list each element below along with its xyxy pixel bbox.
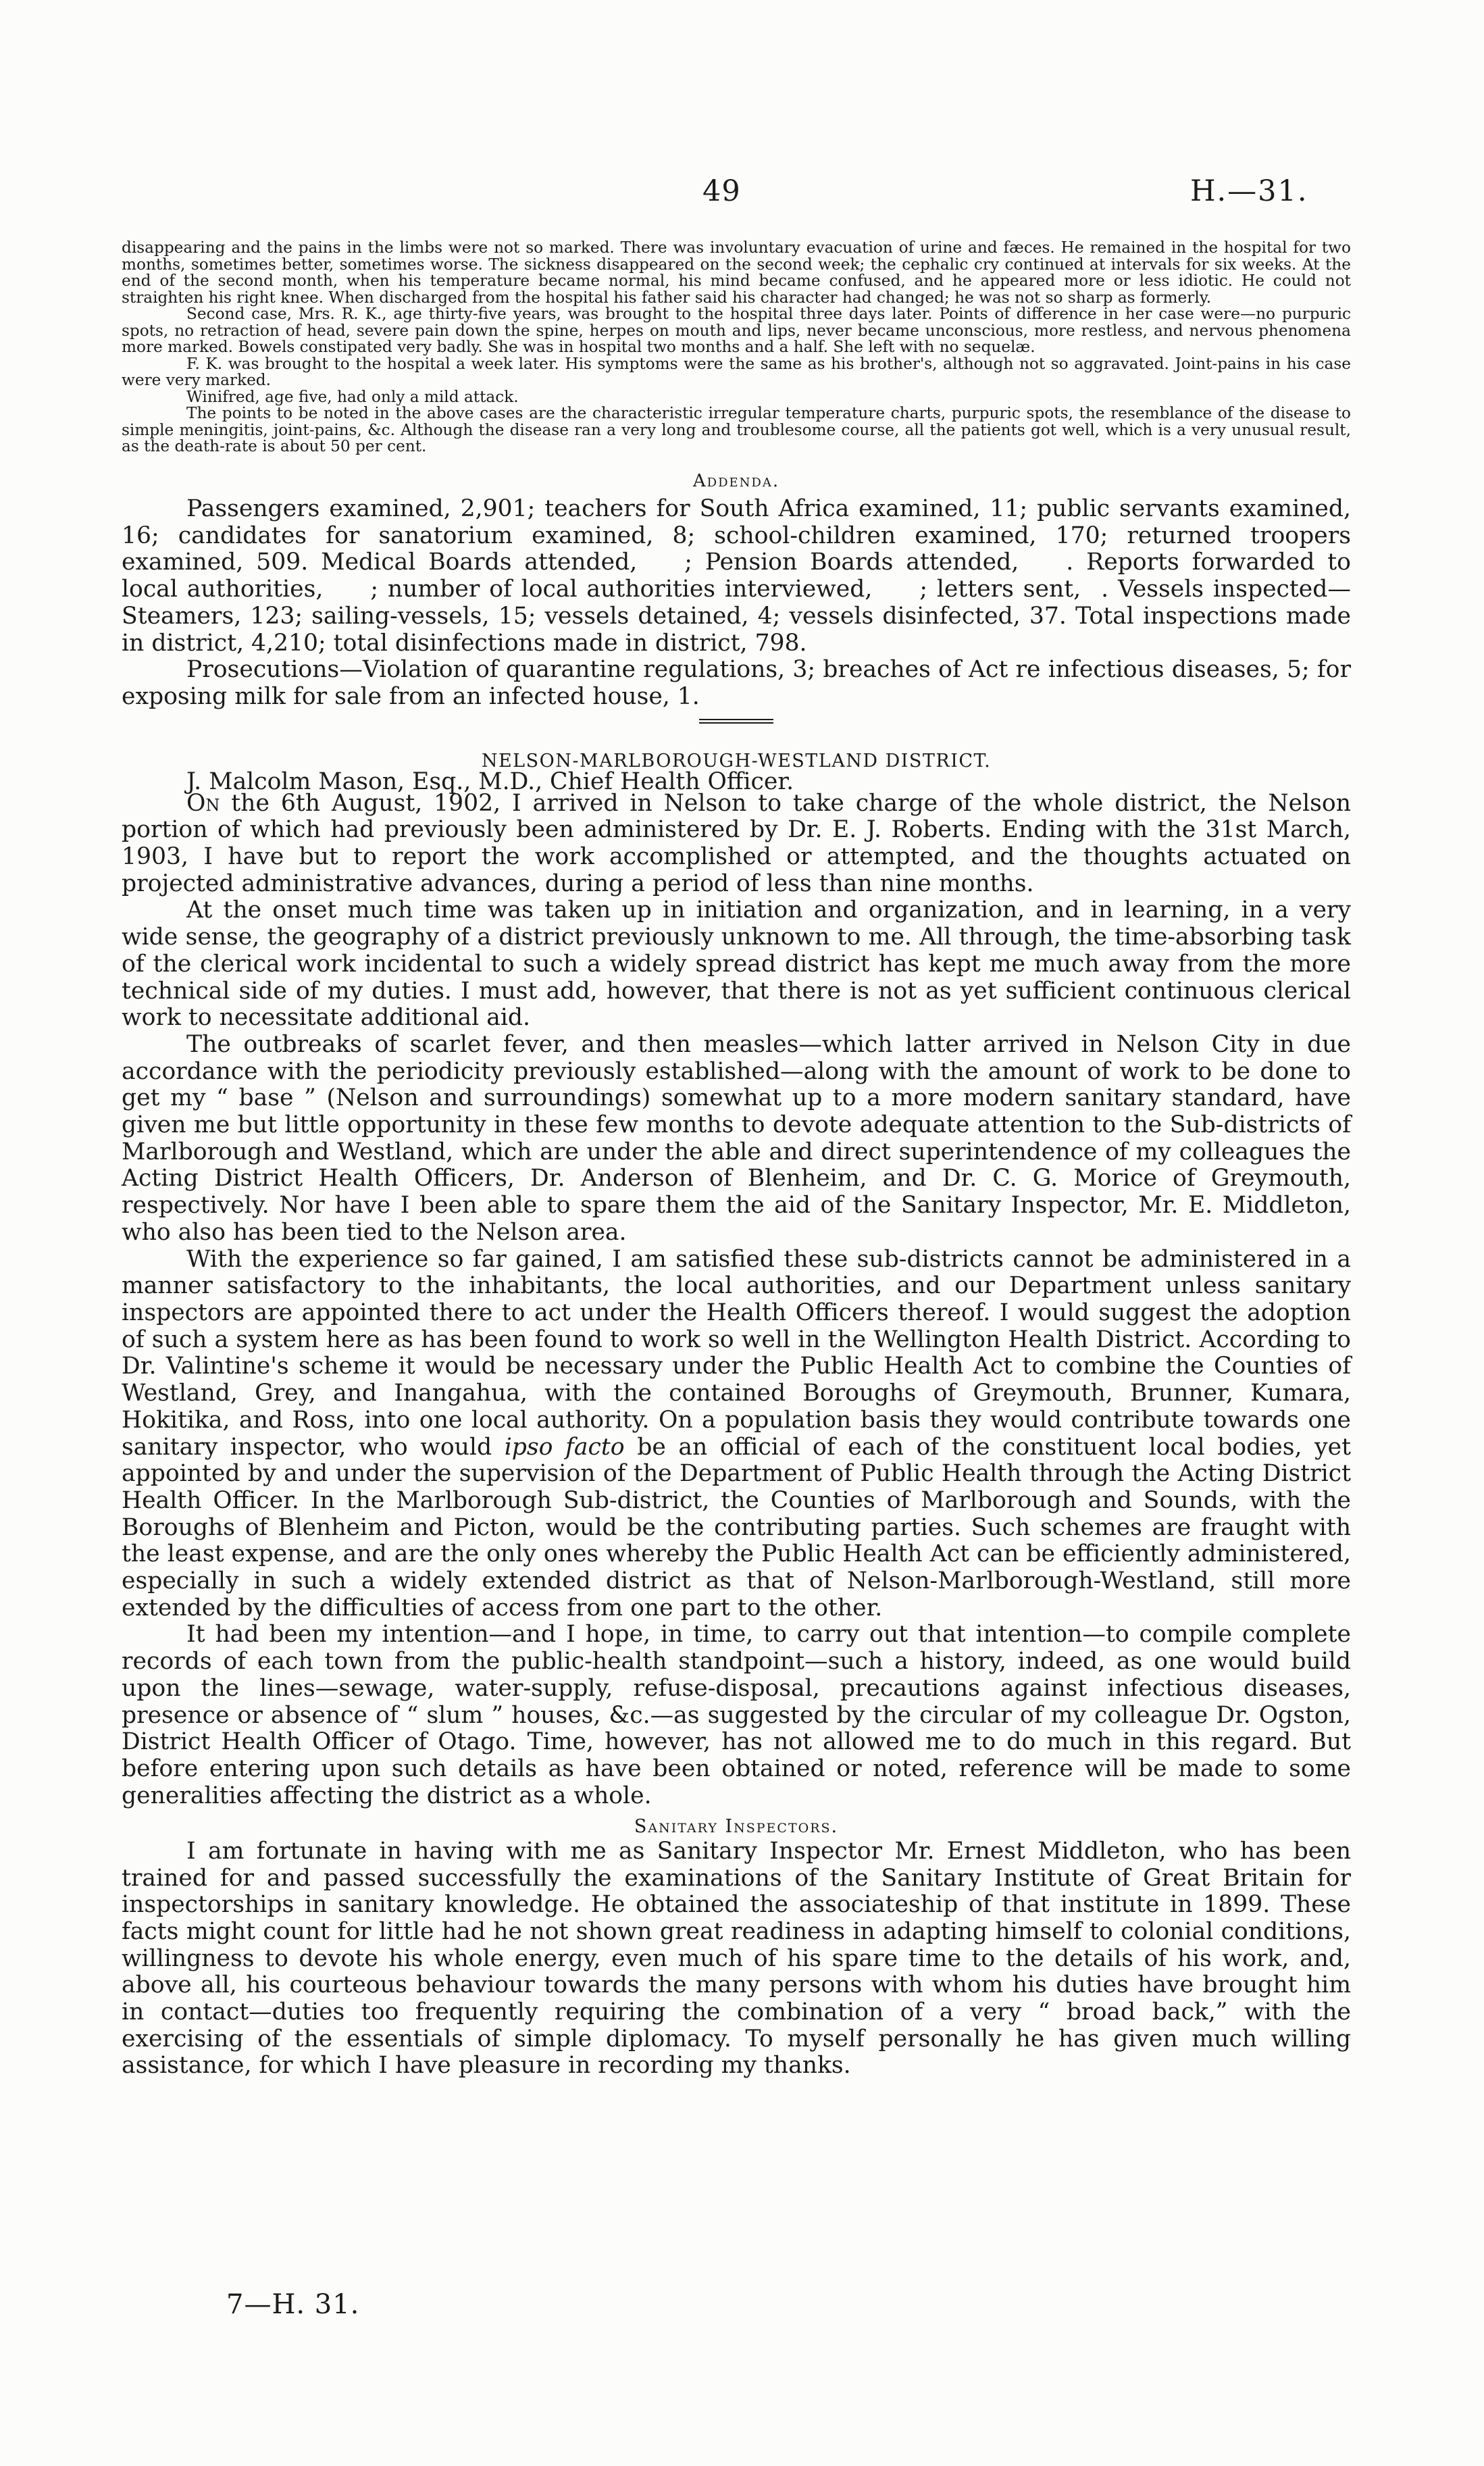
officer-name: J. Malcolm Mason, Esq., M.D., Chief Health Officer. [186,768,794,796]
addenda-text: ; Pension Boards attended, [684,549,1019,576]
page-number: 49 [702,174,741,208]
sanitary-inspectors-section [122,1838,1351,2080]
district-text: be an official of each of the constituent local bodies, yet appointed by and under the supervision of the Department of Public Health through the Acting District Health Officer. In the Marlborough Sub-district, the Counties of Marlborough and Sounds, with the Boroughs of Blenheim and Picton, would be the contributing parties. Such schemes are fraught with the least expense, and are the only ones whereby the Public Health Act can be efficiently administered, especially in such a widely extended district as that of Nelson-Marlborough-Westland, still more extended by the difficulties of access from one part to the other. [122,1433,1351,1621]
section-divider [699,722,773,724]
section-divider [699,719,773,720]
opening-word: On [186,789,220,817]
addenda-text: . Reports forwarded to local authorities, [122,549,1351,603]
district-paragraph [122,790,1351,898]
addenda-text: . Vessels inspected—Steamers, 123; sailing-vessels, 15; vessels detained, 4; vessels disinfected, 37. Total inspections made in district, 4,210; total disinfections made in district, 798. [122,576,1351,657]
footer-signature: 7—H. 31. [226,2289,360,2320]
sanitary-inspectors-heading: Sanitary Inspectors. [634,1816,839,1838]
prosecutions-paragraph: Prosecutions—Violation of quarantine regulations, 3; breaches of Act re infectious diseases, 5; for exposing milk for sale from an infected house, 1. [122,656,1351,710]
district-paragraph [122,1247,1351,1622]
case-notes-paragraph: The points to be noted in the above cases are the characteristic irregular temperature charts, purpuric spots, the resemblance of the disease to simple meningitis, joint-pains, &c. Although the disease ran a very long and troublesome course, all the patients got well, which is a very unusual result, as the death-rate is about 50 per cent. [122,404,1351,455]
district-paragraph: At the onset much time was taken up in initiation and organization, and in learning, in a very wide sense, the geography of a district previously unknown to me. All through, the time-absorbing task of the clerical work incidental to such a widely spread district has kept me much away from the more technical side of my duties. I must add, however, that there is not as yet sufficient continuous clerical work to necessitate additional aid. [122,897,1351,1032]
case-notes-paragraph: Winifred, age five, had only a mild attack. [186,387,519,406]
district-title: NELSON-MARLBOROUGH-WESTLAND DISTRICT. [481,750,992,772]
addenda-text: ; number of local authorities interviewed, [370,576,873,603]
sanitary-paragraph: I am fortunate in having with me as Sanitary Inspector Mr. Ernest Middleton, who has been trained for and passed successfully the examinations of the Sanitary Institute of Great Britain for inspectorships in sanitary knowledge. He obtained the associateship of that institute in 1899. These facts might count for little had he not shown great readiness in adapting himself to colonial conditions, willingness to devote his whole energy, even much of his spare time to the details of his work, and, above all, his courteous behaviour towards the many persons with whom his duties have brought him in contact—duties too frequently requiring the combination of a very “ broad back,” with the exercising of the essentials of simple diplomacy. To myself personally he has given much willing assistance, for which I have pleasure in recording my thanks. [122,1837,1351,2080]
district-text: the 6th August, 1902, I arrived in Nelson to take charge of the whole district, the Nelson portion of which had previously been administered by Dr. E. J. Roberts. Ending with the 31st March, 1903, I have but to report the work accomplished or attempted, and the thoughts actuated on projected administrative advances, during a period of less than nine months. [122,789,1351,897]
district-report [122,790,1351,1810]
district-paragraph: It had been my intention—and I hope, in time, to carry out that intention—to compile complete records of each town from the public-health standpoint—such a history, indeed, as one would build upon the lines—sewage, water-supply, refuse-disposal, precautions against infectious diseases, presence or absence of “ slum ” houses, &c.—as suggested by the circular of my colleague Dr. Ogston, District Health Officer of Otago. Time, however, has not allowed me to do much in this regard. But before entering upon such details as have been obtained or noted, reference will be made to some generalities affecting the district as a whole. [122,1621,1351,1809]
main-text [122,240,1351,2080]
addenda-paragraph [122,496,1351,657]
district-paragraph: The outbreaks of scarlet fever, and then measles—which latter arrived in Nelson City in due accordance with the periodicity previously established—along with the amount of work to be done to get my “ base ” (Nelson and surroundings) somewhat up to a more modern sanitary standard, have given me but little opportunity in these few months to devote adequate attention to the Sub-districts of Marlborough and Westland, which are under the able and direct superintendence of my colleagues the Acting District Health Officers, Dr. Anderson of Blenheim, and Dr. C. G. Morice of Greymouth, respectively. Nor have I been able to spare them the aid of the Sanitary Inspector, Mr. E. Middleton, who also has been tied to the Nelson area. [122,1030,1351,1246]
case-notes-paragraph: Second case, Mrs. R. K., age thirty-five years, was brought to the hospital three days later. Points of difference in her case were—no purpuric spots, no retraction of head, severe pain down the spine, herpes on mouth and lips, never became unconscious, more restless, and nervous phenomena more marked. Bowels constipated very badly. She was in hospital two months and a half. She left with no sequelæ. [122,305,1351,356]
latin-phrase: ipso facto [504,1433,625,1461]
addenda-section [122,496,1351,711]
district-text: With the experience so far gained, I am satisfied these sub-districts cannot be administered in a manner satisfactory to the inhabitants, the local authorities, and our Department unless sanitary inspectors are appointed there to act under the Health Officers thereof. I would suggest the adoption of such a system here as has been found to work so well in the Wellington Health District. According to Dr. Valintine's scheme it would be necessary under the Public Health Act to combine the Counties of Westland, Grey, and Inangahua, with the contained Boroughs of Greymouth, Brunner, Kumara, Hokitika, and Ross, into one local authority. On a population basis they would contribute towards one sanitary inspector, who would [122,1245,1351,1461]
page-header [0,174,1484,215]
addenda-heading: Addenda. [692,470,780,491]
case-notes-paragraph: F. K. was brought to the hospital a week later. His symptoms were the same as his brother's, although not so aggravated. Joint-pains in his case were very marked. [122,354,1351,389]
document-reference: H.—31. [1190,174,1308,208]
case-notes-paragraph: disappearing and the pains in the limbs were not so marked. There was involuntary evacuation of urine and fæces. He remained in the hospital for two months, sometimes better, sometimes worse. The sickness disappeared on the second week; the cephalic cry continued at intervals for six weeks. At the end of the second month, when his temperature became normal, his mind became confused, and he appeared more or less idiotic. He could not straighten his right knee. When discharged from the hospital his father said his character had changed; he was not so sharp as formerly. [122,238,1351,307]
addenda-text: Passengers examined, 2,901; teachers for South Africa examined, 11; public servants examined, 16; candidates for sanatorium examined, 8; school-children examined, 170; returned troopers examined, 509. Medical Boards attended, [122,495,1351,576]
addenda-text: ; letters sent, [919,576,1081,603]
